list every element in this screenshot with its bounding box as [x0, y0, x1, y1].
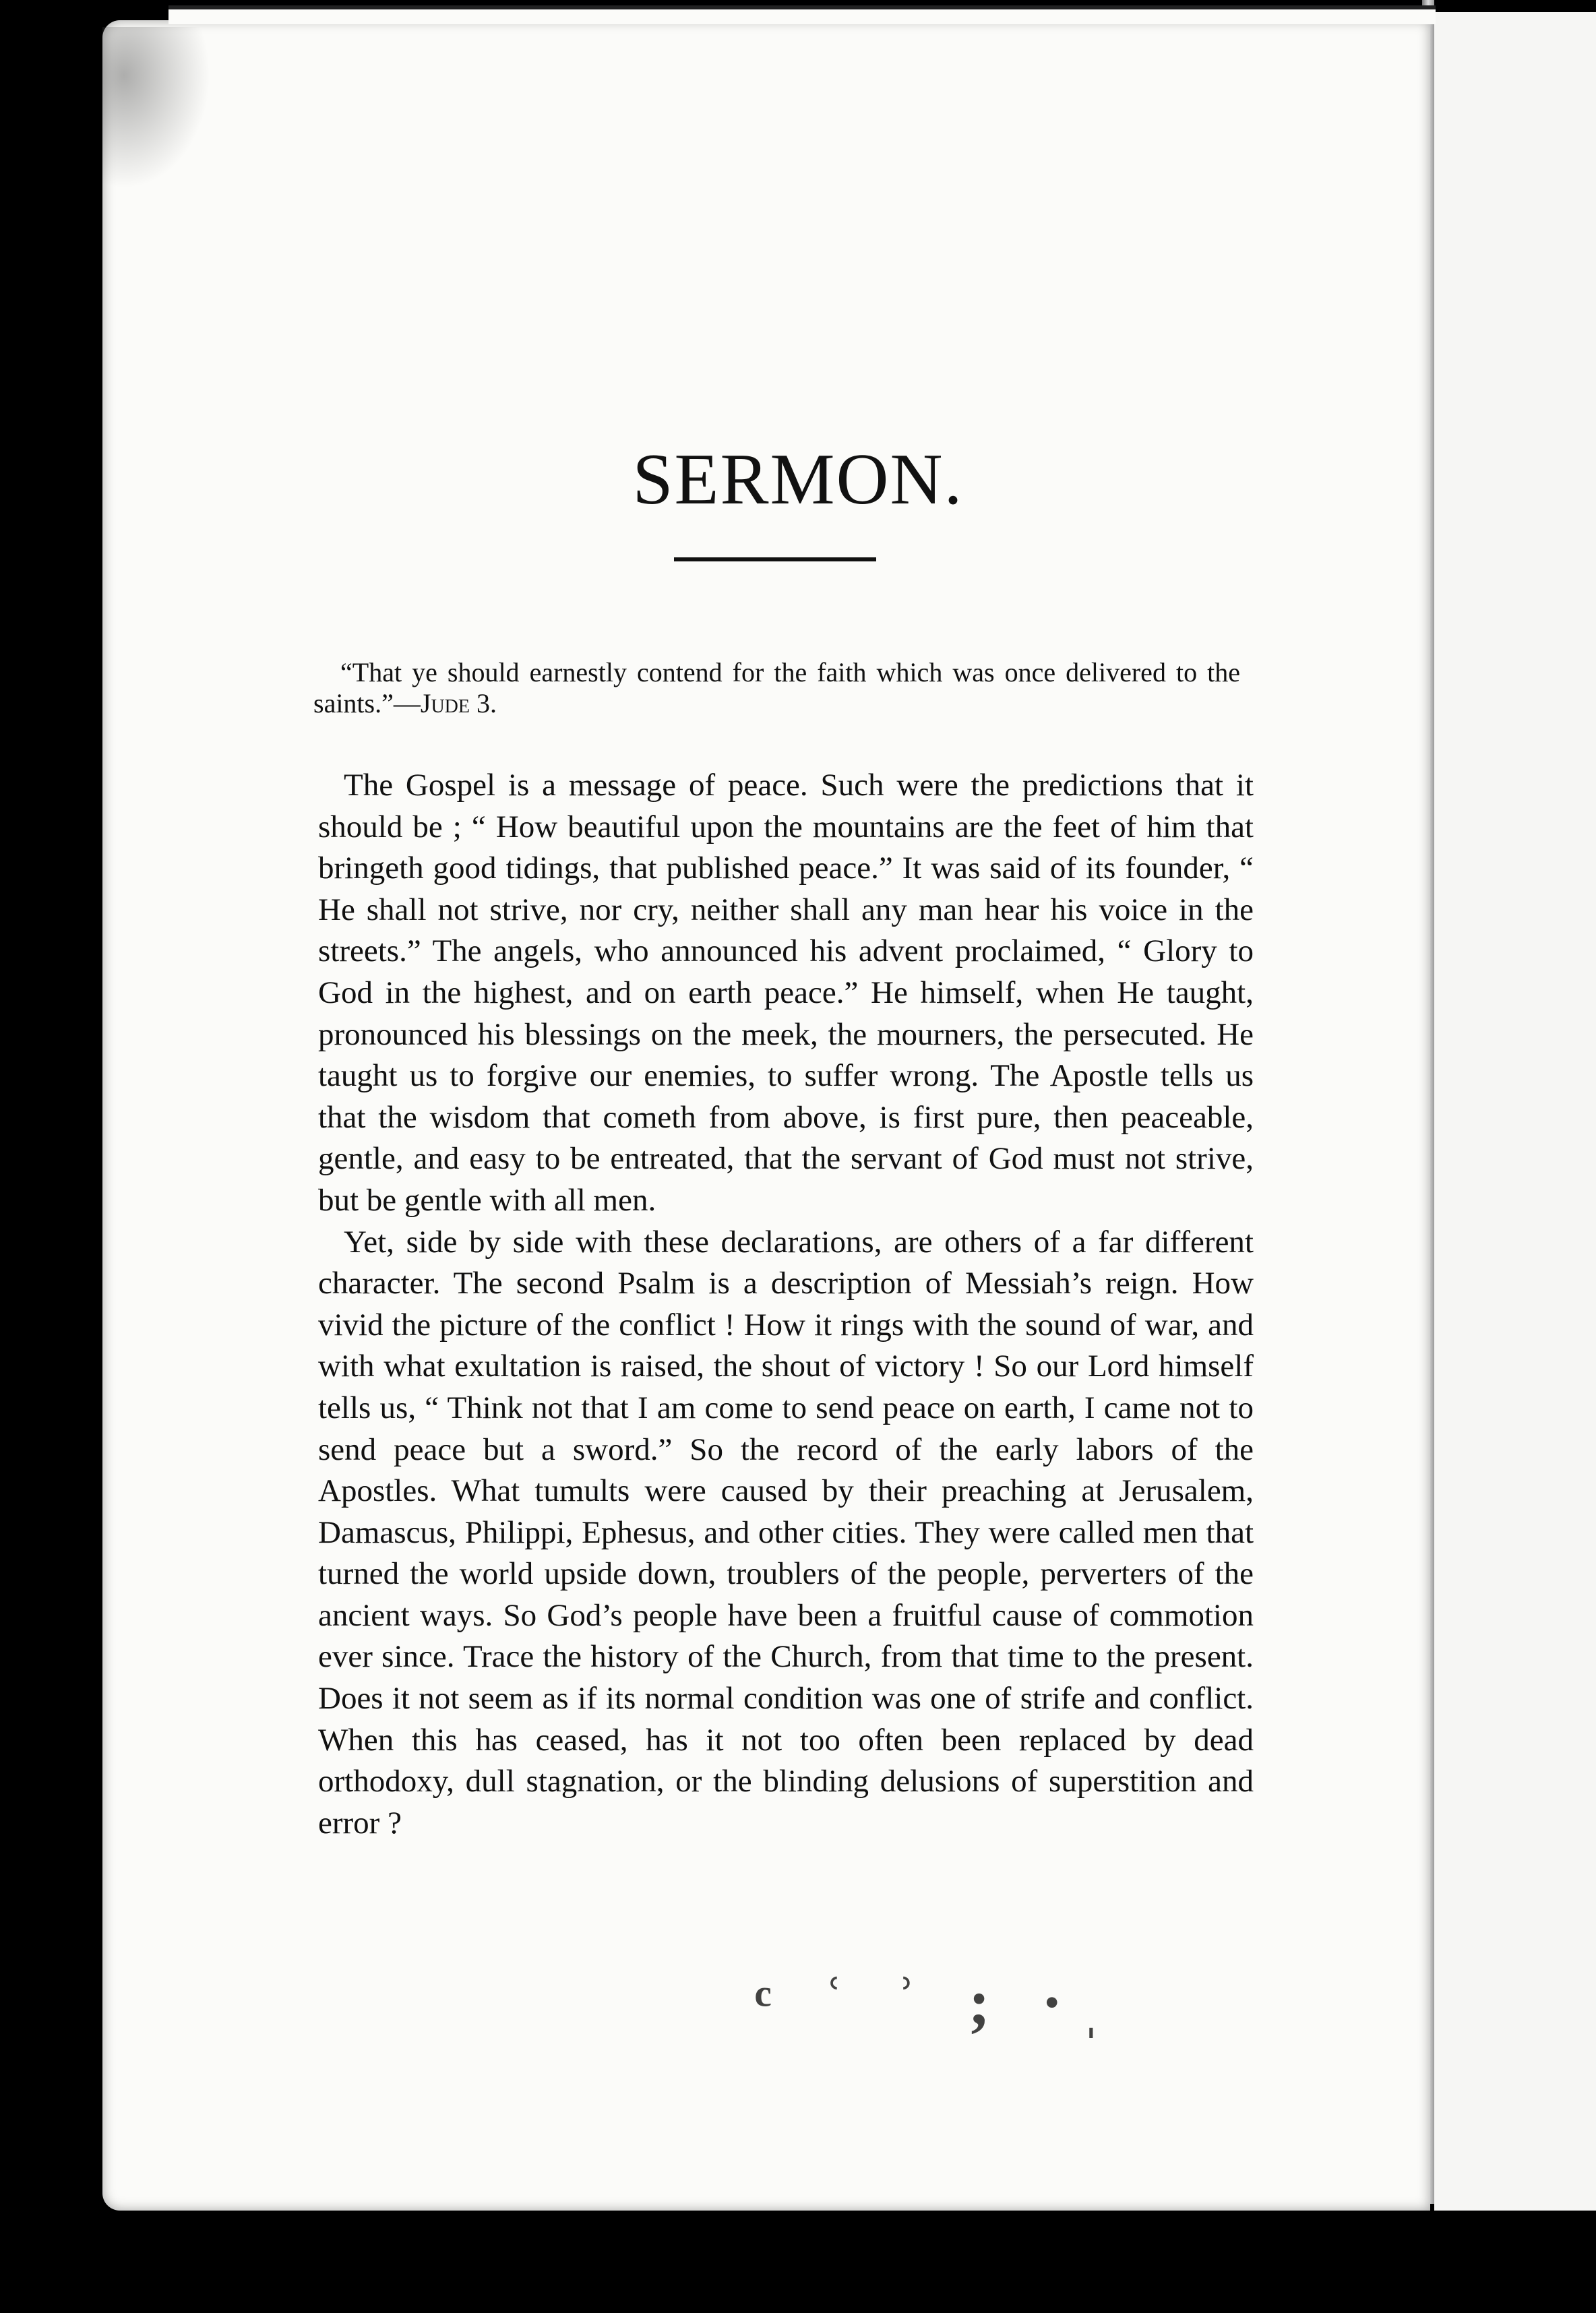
epigraph-quote: “That ye should earnestly contend for the faith which was once delivered to the saints.”—: [313, 657, 1240, 718]
paragraph: Yet, side by side with these declarations, are others of a far different character. The second Psalm is a description of Messiah’s reign. How vivid the picture of the conflict ! How it rings with the sound of war, and with what exultation is raised, the shout of victory ! So our Lord himself tells us, “ Think not that I am come to send peace on earth, I came not to send peace but a sword.” So the record of the early labors of the Apostles. What tumults were caused by their preaching at Jerusalem, Damascus, Philippi, Ephesus, and other cities. They were called men that turned the world upside down, troublers of the people, perverters of the ancient ways. So God’s people have been a fruitful cause of commotion ever since. Trace the history of the Church, from that time to the present. Does it not seem as if its normal condition was one of strife and conflict. When this has ceased, has it not too often been replaced by dead orthodoxy, dull stagnation, or the blinding delusions of superstition and error ?: [318, 1224, 1254, 1841]
epigraph-reference: Jude 3.: [420, 688, 497, 718]
library-stamp: ᶜ ʿ ʾ ; ·ˌ: [755, 1966, 1119, 2038]
epigraph: [313, 657, 1240, 719]
sermon-body: [318, 765, 1254, 1844]
page-top-edge: [168, 5, 1436, 24]
page-corner-smudge: [102, 27, 210, 189]
page-title: SERMON.: [632, 439, 964, 520]
facing-page: [1434, 12, 1596, 2211]
paragraph: The Gospel is a message of peace. Such were the predictions that it should be ; “ How beautiful upon the mountains are the feet of him that bringeth good tidings, that published peace.” It was said of its founder, “ He shall not strive, nor cry, neither shall any man hear his voice in the streets.” The angels, who announced his advent proclaimed, “ Glory to God in the highest, and on earth peace.” He himself, when He taught, pronounced his blessings on the meek, the mourners, the persecuted. He taught us to forgive our enemies, to suffer wrong. The Apostle tells us that the wisdom that cometh from above, is first pure, then peaceable, gentle, and easy to be entreated, that the servant of God must not strive, but be gentle with all men.: [318, 768, 1254, 1218]
title-rule: [674, 557, 876, 561]
